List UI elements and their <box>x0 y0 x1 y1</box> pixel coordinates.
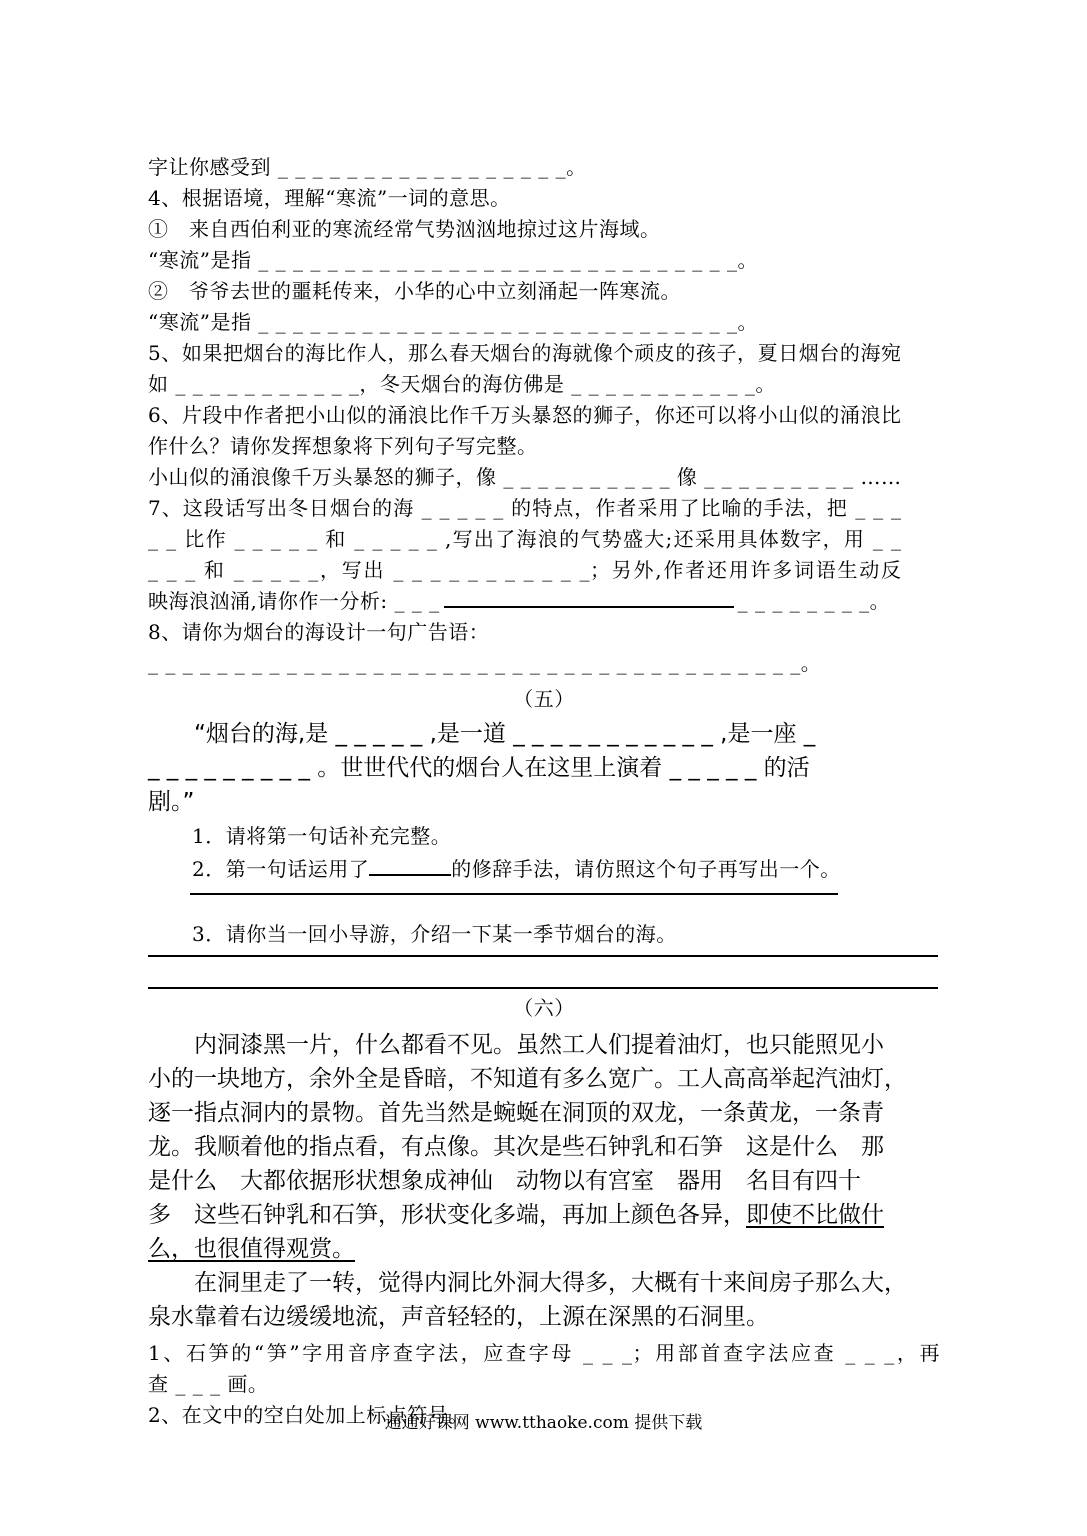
section-6 <box>148 993 940 1431</box>
section-5-q2-tail: 的修辞手法，请仿照这个句子再写出一个。 <box>451 857 841 881</box>
underlined-sentence: 即使不比做什 <box>746 1202 884 1228</box>
q4-prompt: 4、根据语境，理解“寒流”一词的意思。 <box>148 186 511 210</box>
q5-line-1: 5、如果把烟台的海比作人，那么春天烟台的海就像个顽皮的孩子，夏日烟台的海宛 <box>148 341 902 365</box>
section-5-passage-2: _ _ _ _ _ _ _ _ _ 。世世代代的烟台人在这里上演着 _ _ _ _ _ 的活 <box>148 755 810 781</box>
section-5-passage-3: 剧。” <box>148 789 195 815</box>
section-6-passage-2: 小的一块地方，余外全是昏暗，不知道有多么宽广。工人高高举起汽油灯， <box>148 1066 907 1092</box>
q7-line-4 <box>148 586 902 617</box>
q8-answer: _ _ _ _ _ _ _ _ _ _ _ _ _ _ _ _ _ _ _ _ _ _ _ _ _ _ _ _ _ _ _ _ _ _ _ _ _ _。 <box>148 651 822 675</box>
answer-blank-line <box>444 586 734 608</box>
section-5-q2 <box>148 854 940 885</box>
imitation-answer-line <box>190 893 838 895</box>
guide-answer-line-1 <box>148 955 938 957</box>
section-6-title: （六） <box>513 996 575 1020</box>
section-5 <box>148 684 940 950</box>
rhetoric-blank <box>369 856 451 876</box>
q7-line-4-end: _ _ _ _ _ _ _ _。 <box>737 589 891 613</box>
section-6-q2: 2、在文中的空白处加上标点符号。 <box>148 1403 469 1427</box>
section-6-q1-line-2: 查 _ _ _ 画。 <box>148 1372 269 1396</box>
footer-credit: 通通好课网 www.tthaoke.com 提供下载 <box>384 1413 703 1433</box>
q4-sentence-2: ② 爷爷去世的噩耗传来，小华的心中立刻涌起一阵寒流。 <box>148 279 681 303</box>
underlined-sentence-end: 么，也很值得观赏。 <box>148 1236 355 1262</box>
section-4-questions <box>148 152 902 679</box>
q3-tail: 字让你感受到 _ _ _ _ _ _ _ _ _ _ _ _ _ _ _ _ _。 <box>148 155 587 179</box>
q5-line-2: 如 _ _ _ _ _ _ _ _ _ _ _，冬天烟台的海仿佛是 _ _ _ _ _ _ _ _ _ _ _。 <box>148 372 776 396</box>
section-6-passage-4: 龙。我顺着他的指点看，有点像。其次是些石钟乳和石笋 这是什么 那 <box>148 1134 884 1160</box>
section-5-passage-1: “烟台的海,是 _ _ _ _ _ ,是一道 _ _ _ _ _ _ _ _ _ _ _ ,是一座 _ <box>194 721 816 747</box>
q6-line-3: 小山似的涌浪像千万头暴怒的狮子，像 _ _ _ _ _ _ _ _ _ _ 像 _ _ _ _ _ _ _ _ _ …… <box>148 465 902 489</box>
section-6-passage-6-text: 多 这些石钟乳和石笋，形状变化多端，再加上颜色各异， <box>148 1202 746 1228</box>
q4-answer-1: “寒流”是指 _ _ _ _ _ _ _ _ _ _ _ _ _ _ _ _ _ _ _ _ _ _ _ _ _ _ _ _。 <box>148 248 758 272</box>
section-6-passage-7 <box>148 1232 940 1266</box>
q8-prompt: 8、请你为烟台的海设计一句广告语： <box>148 620 490 644</box>
section-5-q3: 3．请你当一回小导游，介绍一下某一季节烟台的海。 <box>192 922 677 946</box>
q7-line-2: _ _ 比作 _ _ _ _ _ 和 _ _ _ _ _ ,写出了海浪的气势盛大;还采用具体数字，用 _ _ <box>148 527 902 551</box>
section-6-q1-line-1: 1、石笋的“笋”字用音序查字法，应查字母 _ _ _；用部首查字法应查 _ _ _，再 <box>148 1341 940 1365</box>
q4-answer-2: “寒流”是指 _ _ _ _ _ _ _ _ _ _ _ _ _ _ _ _ _ _ _ _ _ _ _ _ _ _ _ _。 <box>148 310 758 334</box>
q6-line-2: 作什么？请你发挥想象将下列句子写完整。 <box>148 434 538 458</box>
section-6-passage-9: 泉水靠着右边缓缓地流，声音轻轻的，上源在深黑的石洞里。 <box>148 1304 769 1330</box>
section-6-passage-3: 逐一指点洞内的景物。首先当然是蜿蜒在洞顶的双龙，一条黄龙，一条青 <box>148 1100 884 1126</box>
section-5-title: （五） <box>513 687 575 711</box>
section-5-q1: 1．请将第一句话补充完整。 <box>192 824 452 848</box>
q4-sentence-1: ① 来自西伯利亚的寒流经常气势汹汹地掠过这片海域。 <box>148 217 661 241</box>
q7-line-4-text: 映海浪汹涌,请你作一分析: _ _ _ <box>148 589 440 613</box>
section-5-q2-text: 2．第一句话运用了 <box>192 857 370 881</box>
section-6-passage-1: 内洞漆黑一片，什么都看不见。虽然工人们提着油灯，也只能照见小 <box>194 1032 884 1058</box>
q7-line-3: _ _ _ 和 _ _ _ _ _，写出 _ _ _ _ _ _ _ _ _ _ _；另外,作者还用许多词语生动反 <box>148 558 902 582</box>
guide-answer-line-2 <box>148 987 938 989</box>
q6-line-1: 6、片段中作者把小山似的涌浪比作千万头暴怒的狮子，你还可以将小山似的涌浪比 <box>148 403 902 427</box>
section-6-passage-8: 在洞里走了一转，觉得内洞比外洞大得多，大概有十来间房子那么大， <box>194 1270 907 1296</box>
q7-line-1: 7、这段话写出冬日烟台的海 _ _ _ _ _ 的特点，作者采用了比喻的手法，把 _ _ _ <box>148 496 902 520</box>
section-6-passage-6 <box>148 1198 940 1232</box>
section-6-passage-5: 是什么 大都依据形状想象成神仙 动物以有宫室 器用 名目有四十 <box>148 1168 861 1194</box>
